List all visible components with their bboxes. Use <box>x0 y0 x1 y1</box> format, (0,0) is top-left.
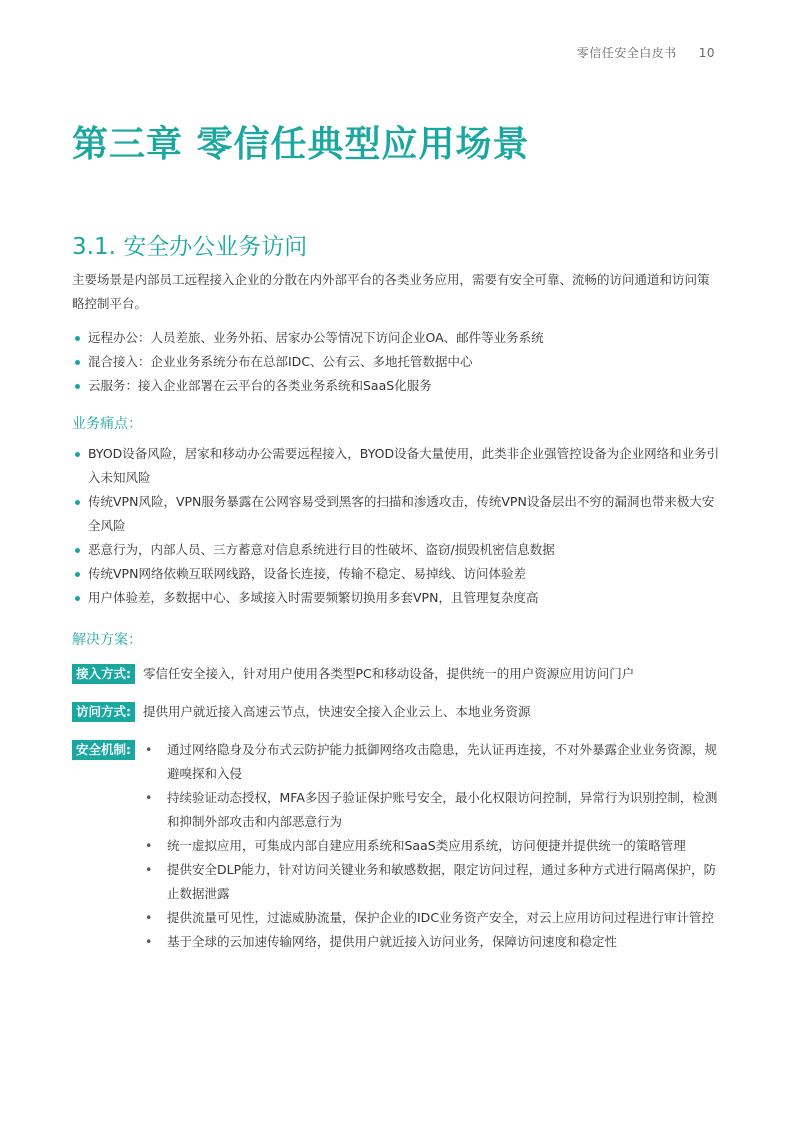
visit-method-tag: 访问方式: <box>72 702 135 722</box>
page-header <box>577 44 715 61</box>
visit-method-text: 提供用户就近接入高速云节点，快速安全接入企业云上、本地业务资源 <box>143 704 531 719</box>
security-mechanism-row <box>72 738 720 954</box>
chapter-title: 第三章 零信任典型应用场景 <box>72 124 530 165</box>
list-item: 传统VPN风险，VPN服务暴露在公网容易受到黑客的扫描和渗透攻击，传统VPN设备层出不穷的漏洞也带来极大安全风险 <box>72 490 720 538</box>
access-method-text: 零信任安全接入，针对用户使用各类型PC和移动设备，提供统一的用户资源应用访问门户 <box>143 666 635 681</box>
security-mechanism-list <box>141 738 720 954</box>
visit-method-row <box>72 700 720 724</box>
list-item: 云服务：接入企业部署在云平台的各类业务系统和SaaS化服务 <box>72 374 720 398</box>
intro-paragraph: 主要场景是内部员工远程接入企业的分散在内外部平台的各类业务应用，需要有安全可靠、流畅的访问通道和访问策略控制平台。 <box>72 272 710 311</box>
list-item: • 基于全球的云加速传输网络，提供用户就近接入访问业务，保障访问速度和稳定性 <box>141 930 720 954</box>
document-title: 零信任安全白皮书 <box>576 46 677 60</box>
list-item: 混合接入：企业业务系统分布在总部IDC、公有云、多地托管数据中心 <box>72 350 720 374</box>
list-item: • 持续验证动态授权，MFA多因子验证保护账号安全，最小化权限访问控制，异常行为识别控制，检测和抑制外部攻击和内部恶意行为 <box>141 786 720 834</box>
list-item: 用户体验差，多数据中心、多域接入时需要频繁切换用多套VPN，且管理复杂度高 <box>72 586 720 610</box>
access-method-row <box>72 662 720 686</box>
pain-points-list <box>72 442 720 610</box>
access-method-tag: 接入方式: <box>72 664 135 684</box>
section-title: 3.1. 安全办公业务访问 <box>72 234 308 260</box>
list-item: 远程办公：人员差旅、业务外拓、居家办公等情况下访问企业OA、邮件等业务系统 <box>72 326 720 350</box>
solution-heading: 解决方案： <box>72 632 142 648</box>
list-item: 恶意行为，内部人员、三方蓄意对信息系统进行目的性破坏、盗窃/损毁机密信息数据 <box>72 538 720 562</box>
security-mechanism-tag: 安全机制: <box>72 740 135 760</box>
pain-points-heading: 业务痛点： <box>72 416 142 432</box>
list-item: • 提供安全DLP能力，针对访问关键业务和敏感数据，限定访问过程，通过多种方式进行隔离保护，防止数据泄露 <box>141 858 720 906</box>
main-content <box>72 268 720 954</box>
list-item: • 统一虚拟应用，可集成内部自建应用系统和SaaS类应用系统，访问便捷并提供统一的策略管理 <box>141 834 720 858</box>
list-item: 传统VPN网络依赖互联网线路，设备长连接，传输不稳定、易掉线、访问体验差 <box>72 562 720 586</box>
list-item: • 通过网络隐身及分布式云防护能力抵御网络攻击隐患，先认证再连接，不对外暴露企业业务资源，规避嗅探和入侵 <box>141 738 720 786</box>
list-item: BYOD设备风险，居家和移动办公需要远程接入，BYOD设备大量使用，此类非企业强管控设备为企业网络和业务引入未知风险 <box>72 442 720 490</box>
scenario-list <box>72 326 720 398</box>
page-number: 10 <box>698 46 715 60</box>
list-item: • 提供流量可见性，过滤威胁流量，保护企业的IDC业务资产安全，对云上应用访问过程进行审计管控 <box>141 906 720 930</box>
